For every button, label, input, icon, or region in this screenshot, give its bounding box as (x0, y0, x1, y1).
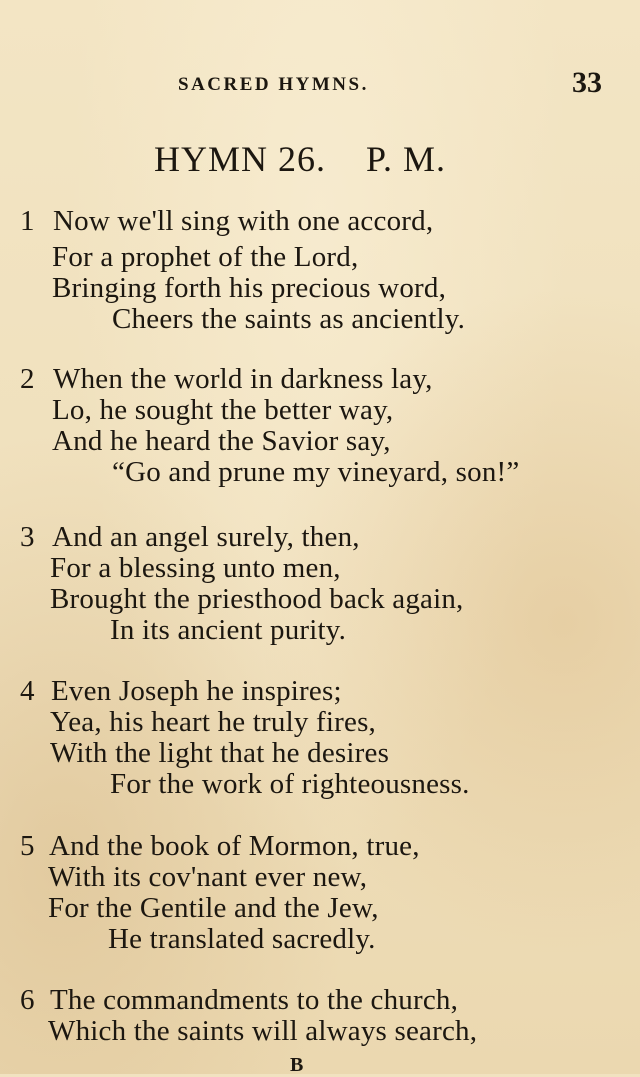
verse-number: 3 (20, 521, 35, 553)
signature-mark: B (290, 1054, 304, 1076)
verse-line: In its ancient purity. (110, 614, 347, 646)
verse-line: For the Gentile and the Jew, (48, 892, 379, 924)
hymn-number: HYMN 26. (153, 139, 326, 179)
verse-number: 1 (20, 205, 35, 237)
running-head: SACRED HYMNS. (178, 74, 369, 95)
page-number: 33 (572, 66, 602, 99)
verse-number: 5 (20, 830, 35, 862)
verse-line: With the light that he desires (50, 737, 390, 769)
verse-line: With its cov'nant ever new, (48, 861, 368, 893)
verse-line: For a blessing unto men, (50, 552, 341, 584)
verse-line: When the world in darkness lay, (53, 363, 433, 395)
verse-line: Even Joseph he inspires; (51, 675, 342, 707)
hymn-title (0, 138, 600, 180)
verse-line: The commandments to the church, (50, 984, 459, 1016)
verse-line: Brought the priesthood back again, (50, 583, 464, 615)
verse-line: “Go and prune my vineyard, son!” (112, 456, 520, 488)
verse-line: Which the saints will always search, (48, 1015, 478, 1047)
verse-number: 6 (20, 984, 35, 1016)
verse-line: Cheers the saints as anciently. (112, 303, 466, 335)
verse-line: And the book of Mormon, true, (49, 830, 420, 862)
verse-line: For the work of righteousness. (110, 768, 470, 800)
verse-line: Bringing forth his precious word, (52, 272, 447, 304)
verse-line: Lo, he sought the better way, (52, 394, 394, 426)
verse-line: For a prophet of the Lord, (52, 241, 359, 273)
verse-number: 2 (20, 363, 35, 395)
verse-line: He translated sacredly. (108, 923, 376, 955)
verse-line: Now we'll sing with one accord, (53, 205, 434, 237)
verse-line: Yea, his heart he truly fires, (50, 706, 377, 738)
verse-line: And an angel surely, then, (52, 521, 360, 553)
verse-line: And he heard the Savior say, (52, 425, 391, 457)
hymn-meter: P. M. (365, 139, 447, 179)
verse-number: 4 (20, 675, 35, 707)
